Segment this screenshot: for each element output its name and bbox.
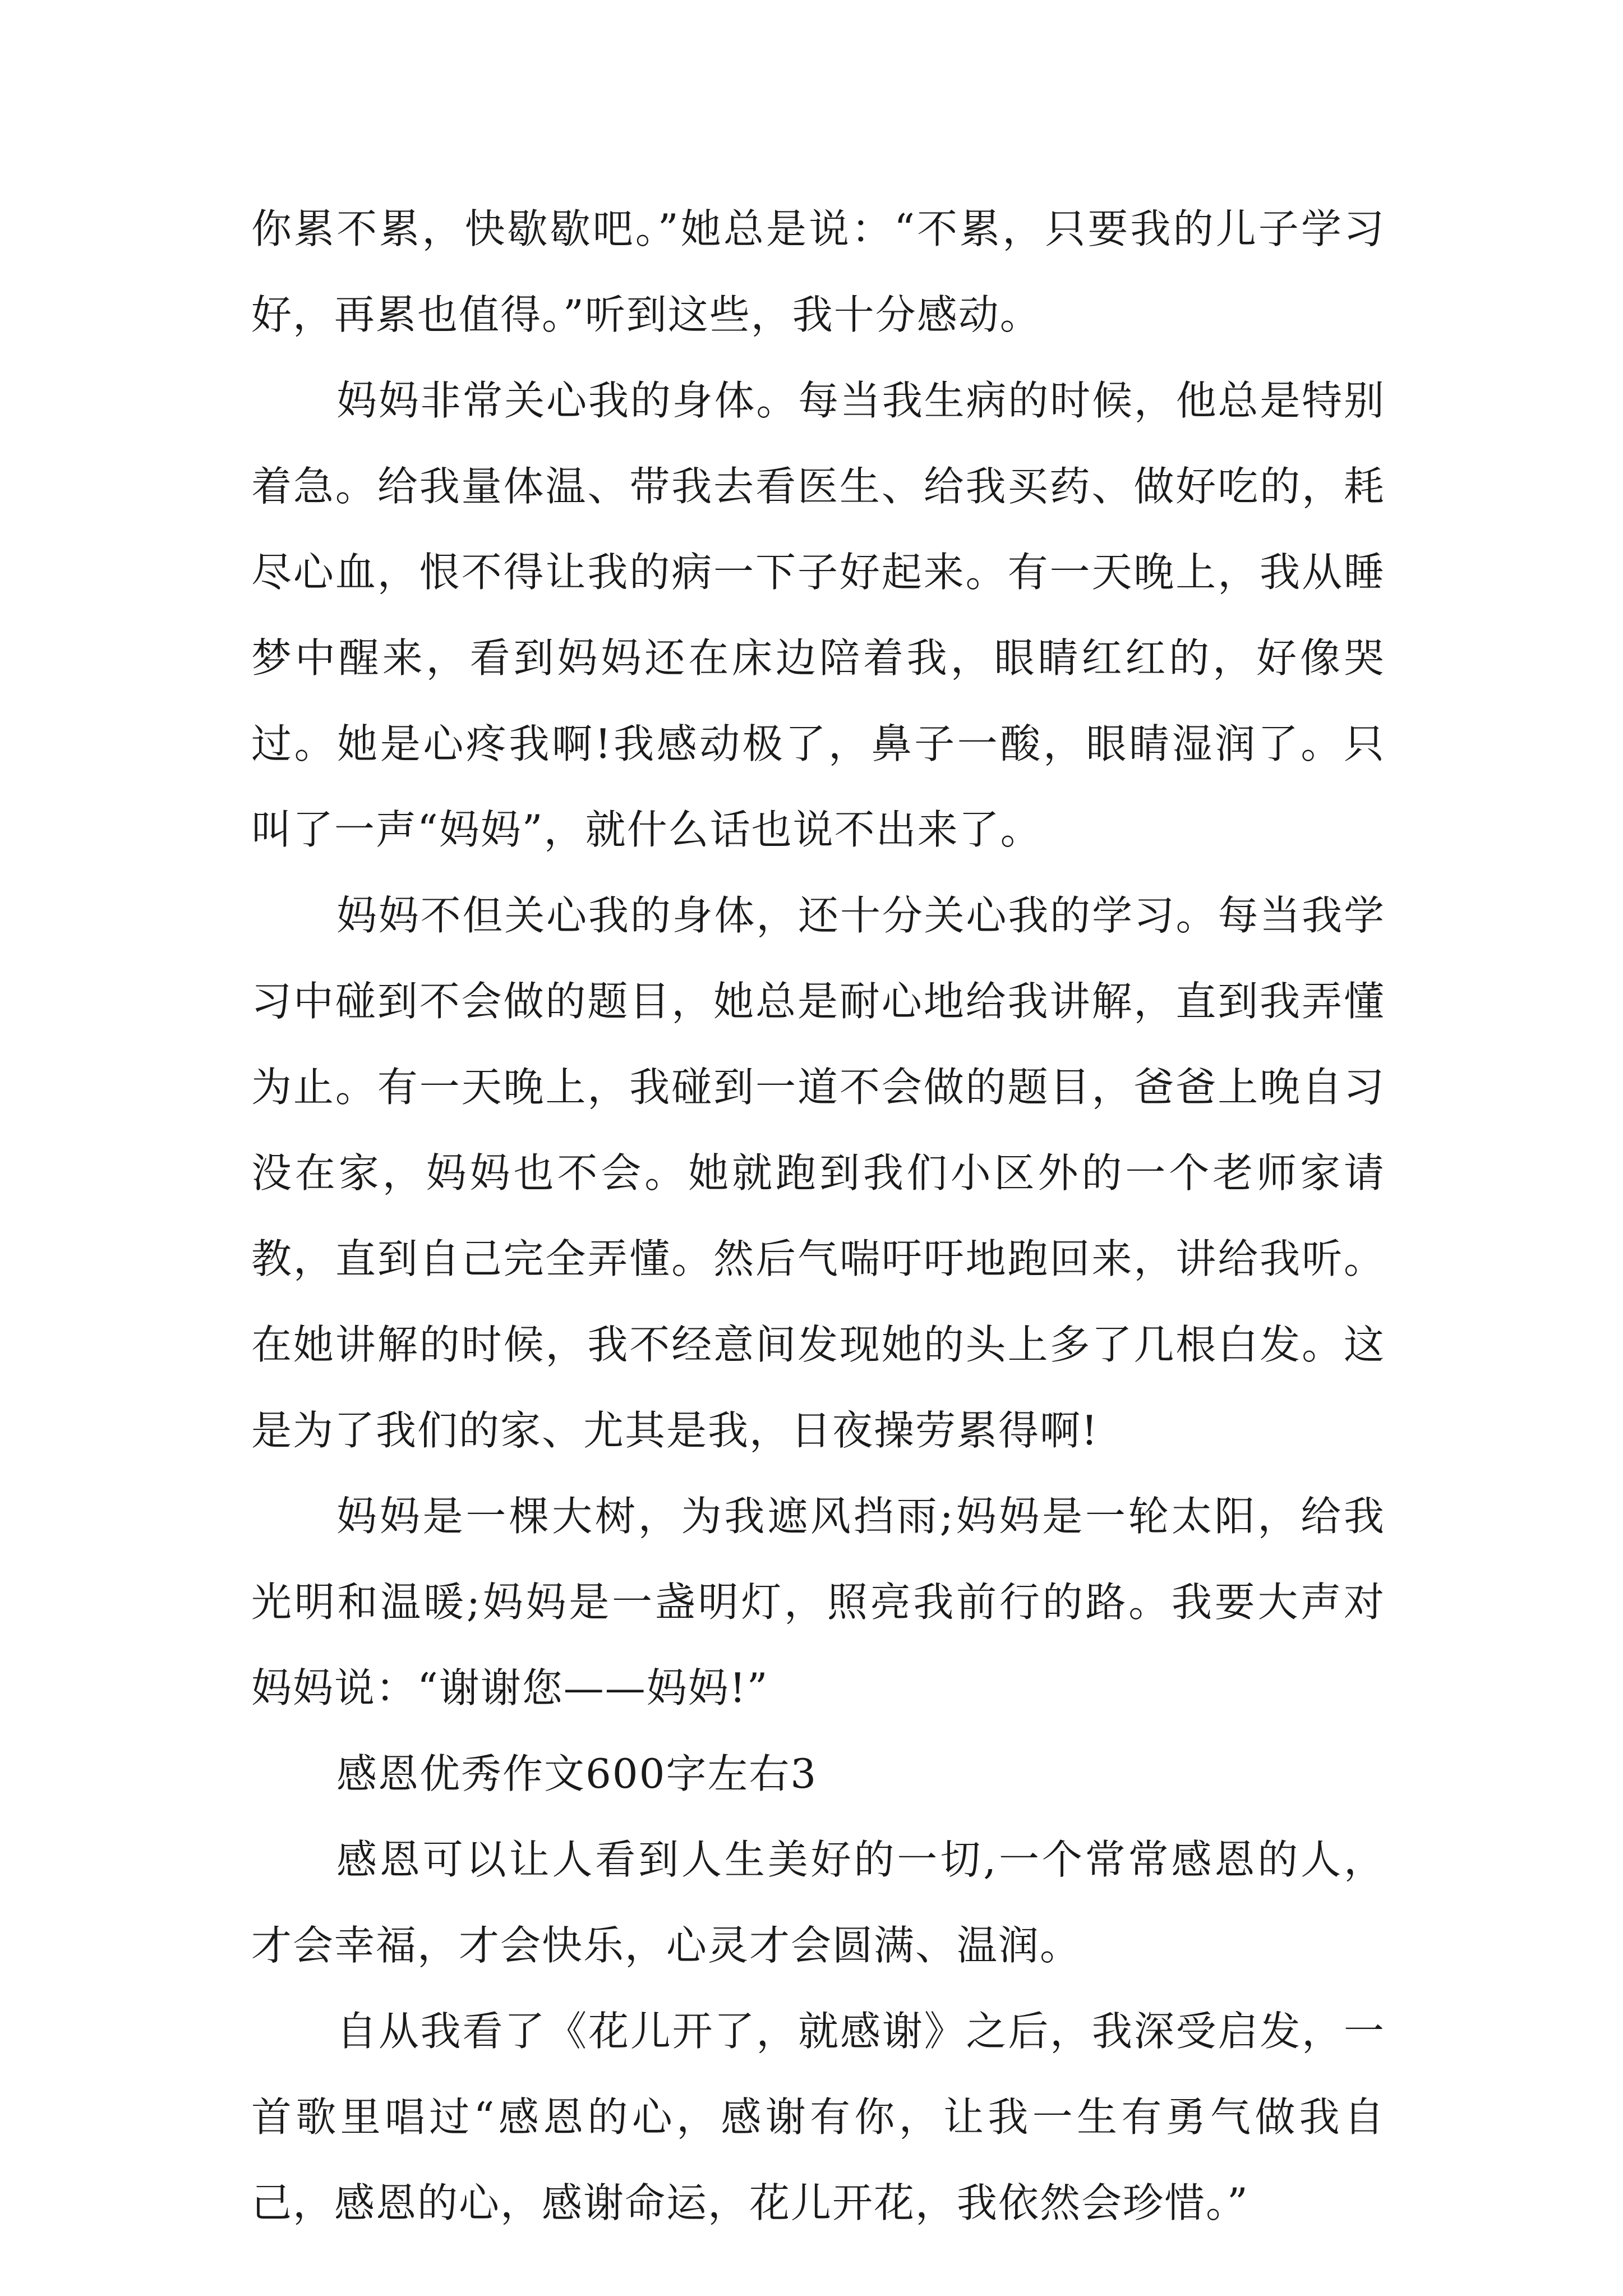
document-body — [251, 186, 1385, 2246]
paragraph: 妈妈是一棵大树，为我遮风挡雨;妈妈是一轮太阳，给我光明和温暖;妈妈是一盏明灯，照亮我前行的路。我要大声对妈妈说：“谢谢您——妈妈!” — [251, 1493, 1385, 1711]
paragraph: 自从我看了《花儿开了，就感谢》之后，我深受启发，一首歌里唱过“感恩的心，感谢有你，让我一生有勇气做我自己，感恩的心，感谢命运，花儿开花，我依然会珍惜。” — [251, 2008, 1385, 2226]
section-heading: 感恩优秀作文600字左右3 — [336, 1750, 818, 1797]
paragraph: 感恩可以让人看到人生美好的一切,一个常常感恩的人，才会幸福，才会快乐，心灵才会圆满、温润。 — [251, 1836, 1385, 1969]
paragraph: 妈妈非常关心我的身体。每当我生病的时候，他总是特别着急。给我量体温、带我去看医生、给我买药、做好吃的，耗尽心血，恨不得让我的病一下子好起来。有一天晚上，我从睡梦中醒来，看到妈妈还在床边陪着我，眼睛红红的，好像哭过。她是心疼我啊!我感动极了，鼻子一酸，眼睛湿润了。只叫了一声“妈妈”，就什么话也说不出来了。 — [251, 377, 1385, 853]
paragraph: 妈妈不但关心我的身体，还十分关心我的学习。每当我学习中碰到不会做的题目，她总是耐心地给我讲解，直到我弄懂为止。有一天晚上，我碰到一道不会做的题目，爸爸上晚自习没在家，妈妈也不会。她就跑到我们小区外的一个老师家请教，直到自己完全弄懂。然后气喘吁吁地跑回来，讲给我听。在她讲解的时候，我不经意间发现她的头上多了几根白发。这是为了我们的家、尤其是我，日夜操劳累得啊! — [251, 892, 1385, 1454]
paragraph-continuation: 你累不累，快歇歇吧。”她总是说：“不累，只要我的儿子学习好，再累也值得。”听到这些，我十分感动。 — [251, 205, 1385, 338]
